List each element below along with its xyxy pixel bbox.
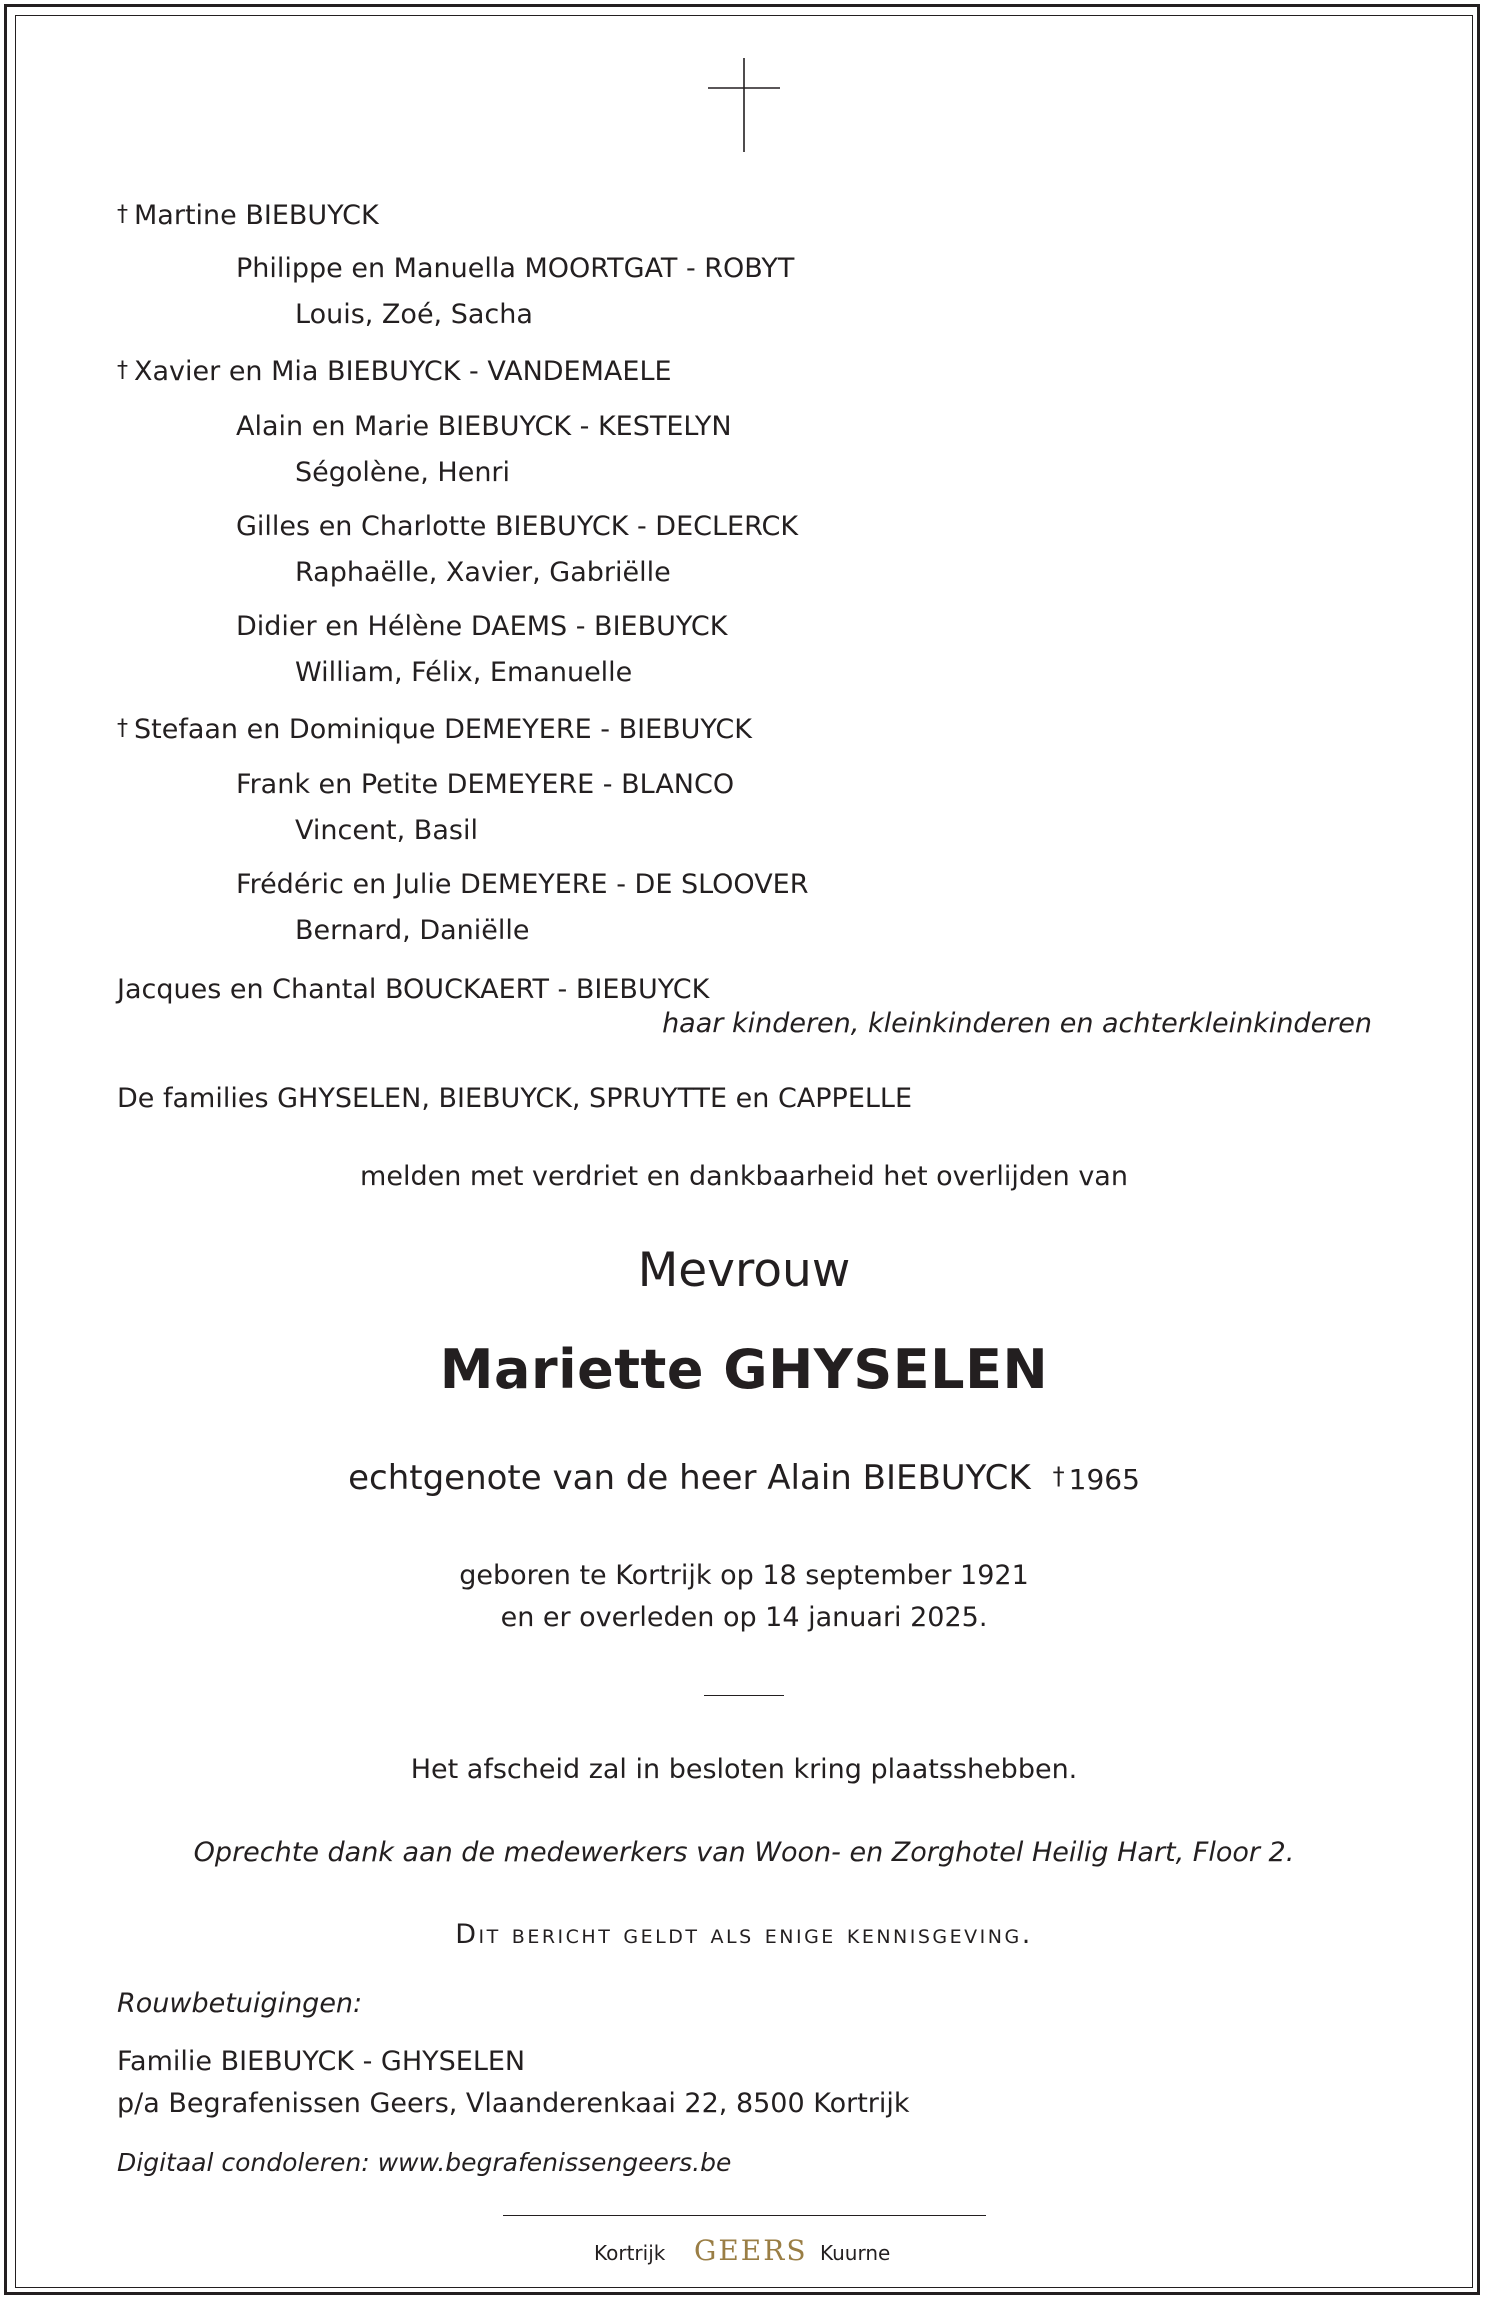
divider [704, 1695, 784, 1696]
family-line: Jacques en Chantal BOUCKAERT - BIEBUYCK [117, 974, 710, 1005]
family-line: Bernard, Daniëlle [295, 915, 530, 946]
descendants-line: haar kinderen, kleinkinderen en achterkleinkinderen [662, 1008, 1372, 1039]
family-line: Didier en Hélène DAEMS - BIEBUYCK [236, 611, 728, 642]
death-line: en er overleden op 14 januari 2025. [500, 1602, 988, 1633]
announcement: melden met verdriet en dankbaarheid het overlijden van [360, 1161, 1128, 1192]
birth-line: geboren te Kortrijk op 18 september 1921 [459, 1560, 1029, 1591]
footer-left: Kortrijk [594, 2241, 666, 2265]
condolences-family: Familie BIEBUYCK - GHYSELEN [117, 2046, 526, 2077]
condolences-label: Rouwbetuigingen: [117, 1988, 363, 2019]
family-line: Alain en Marie BIEBUYCK - KESTELYN [236, 411, 732, 442]
family-line: Frank en Petite DEMEYERE - BLANCO [236, 769, 735, 800]
family-line: Ségolène, Henri [295, 457, 511, 488]
family-line: Raphaëlle, Xavier, Gabriëlle [295, 557, 671, 588]
notice-line: Dit bericht geldt als enige kennisgeving. [455, 1919, 1033, 1950]
family-line: Frédéric en Julie DEMEYERE - DE SLOOVER [236, 869, 809, 900]
footer-right: Kuurne [820, 2241, 891, 2265]
spouse-line: echtgenote van de heer Alain BIEBUYCK † 1965 [348, 1458, 1140, 1498]
deceased-name: Mariette GHYSELEN [439, 1338, 1049, 1401]
farewell-line: Het afscheid zal in besloten kring plaatsshebben. [410, 1754, 1078, 1785]
family-line: Philippe en Manuella MOORTGAT - ROBYT [236, 253, 795, 284]
family-line: † Stefaan en Dominique DEMEYERE - BIEBUYCK [117, 714, 752, 745]
family-line: Gilles en Charlotte BIEBUYCK - DECLERCK [236, 511, 799, 542]
geers-logo: GEERS [694, 2234, 808, 2267]
footer-rule [503, 2215, 986, 2216]
cross-icon [0, 0, 1488, 160]
family-line: Vincent, Basil [295, 815, 478, 846]
thanks-line: Oprechte dank aan de medewerkers van Woon- en Zorghotel Heilig Hart, Floor 2. [193, 1837, 1295, 1868]
families-line: De families GHYSELEN, BIEBUYCK, SPRUYTTE en CAPPELLE [117, 1083, 913, 1114]
family-line: Louis, Zoé, Sacha [295, 299, 533, 330]
condolences-address: p/a Begrafenissen Geers, Vlaanderenkaai 22, 8500 Kortrijk [117, 2088, 910, 2119]
family-line: † Xavier en Mia BIEBUYCK - VANDEMAELE [117, 356, 672, 387]
family-line: William, Félix, Emanuelle [295, 657, 633, 688]
honorific: Mevrouw [637, 1243, 851, 1298]
digital-condolences: Digitaal condoleren: www.begrafenissengeers.be [117, 2148, 732, 2177]
family-line: † Martine BIEBUYCK [117, 200, 379, 231]
